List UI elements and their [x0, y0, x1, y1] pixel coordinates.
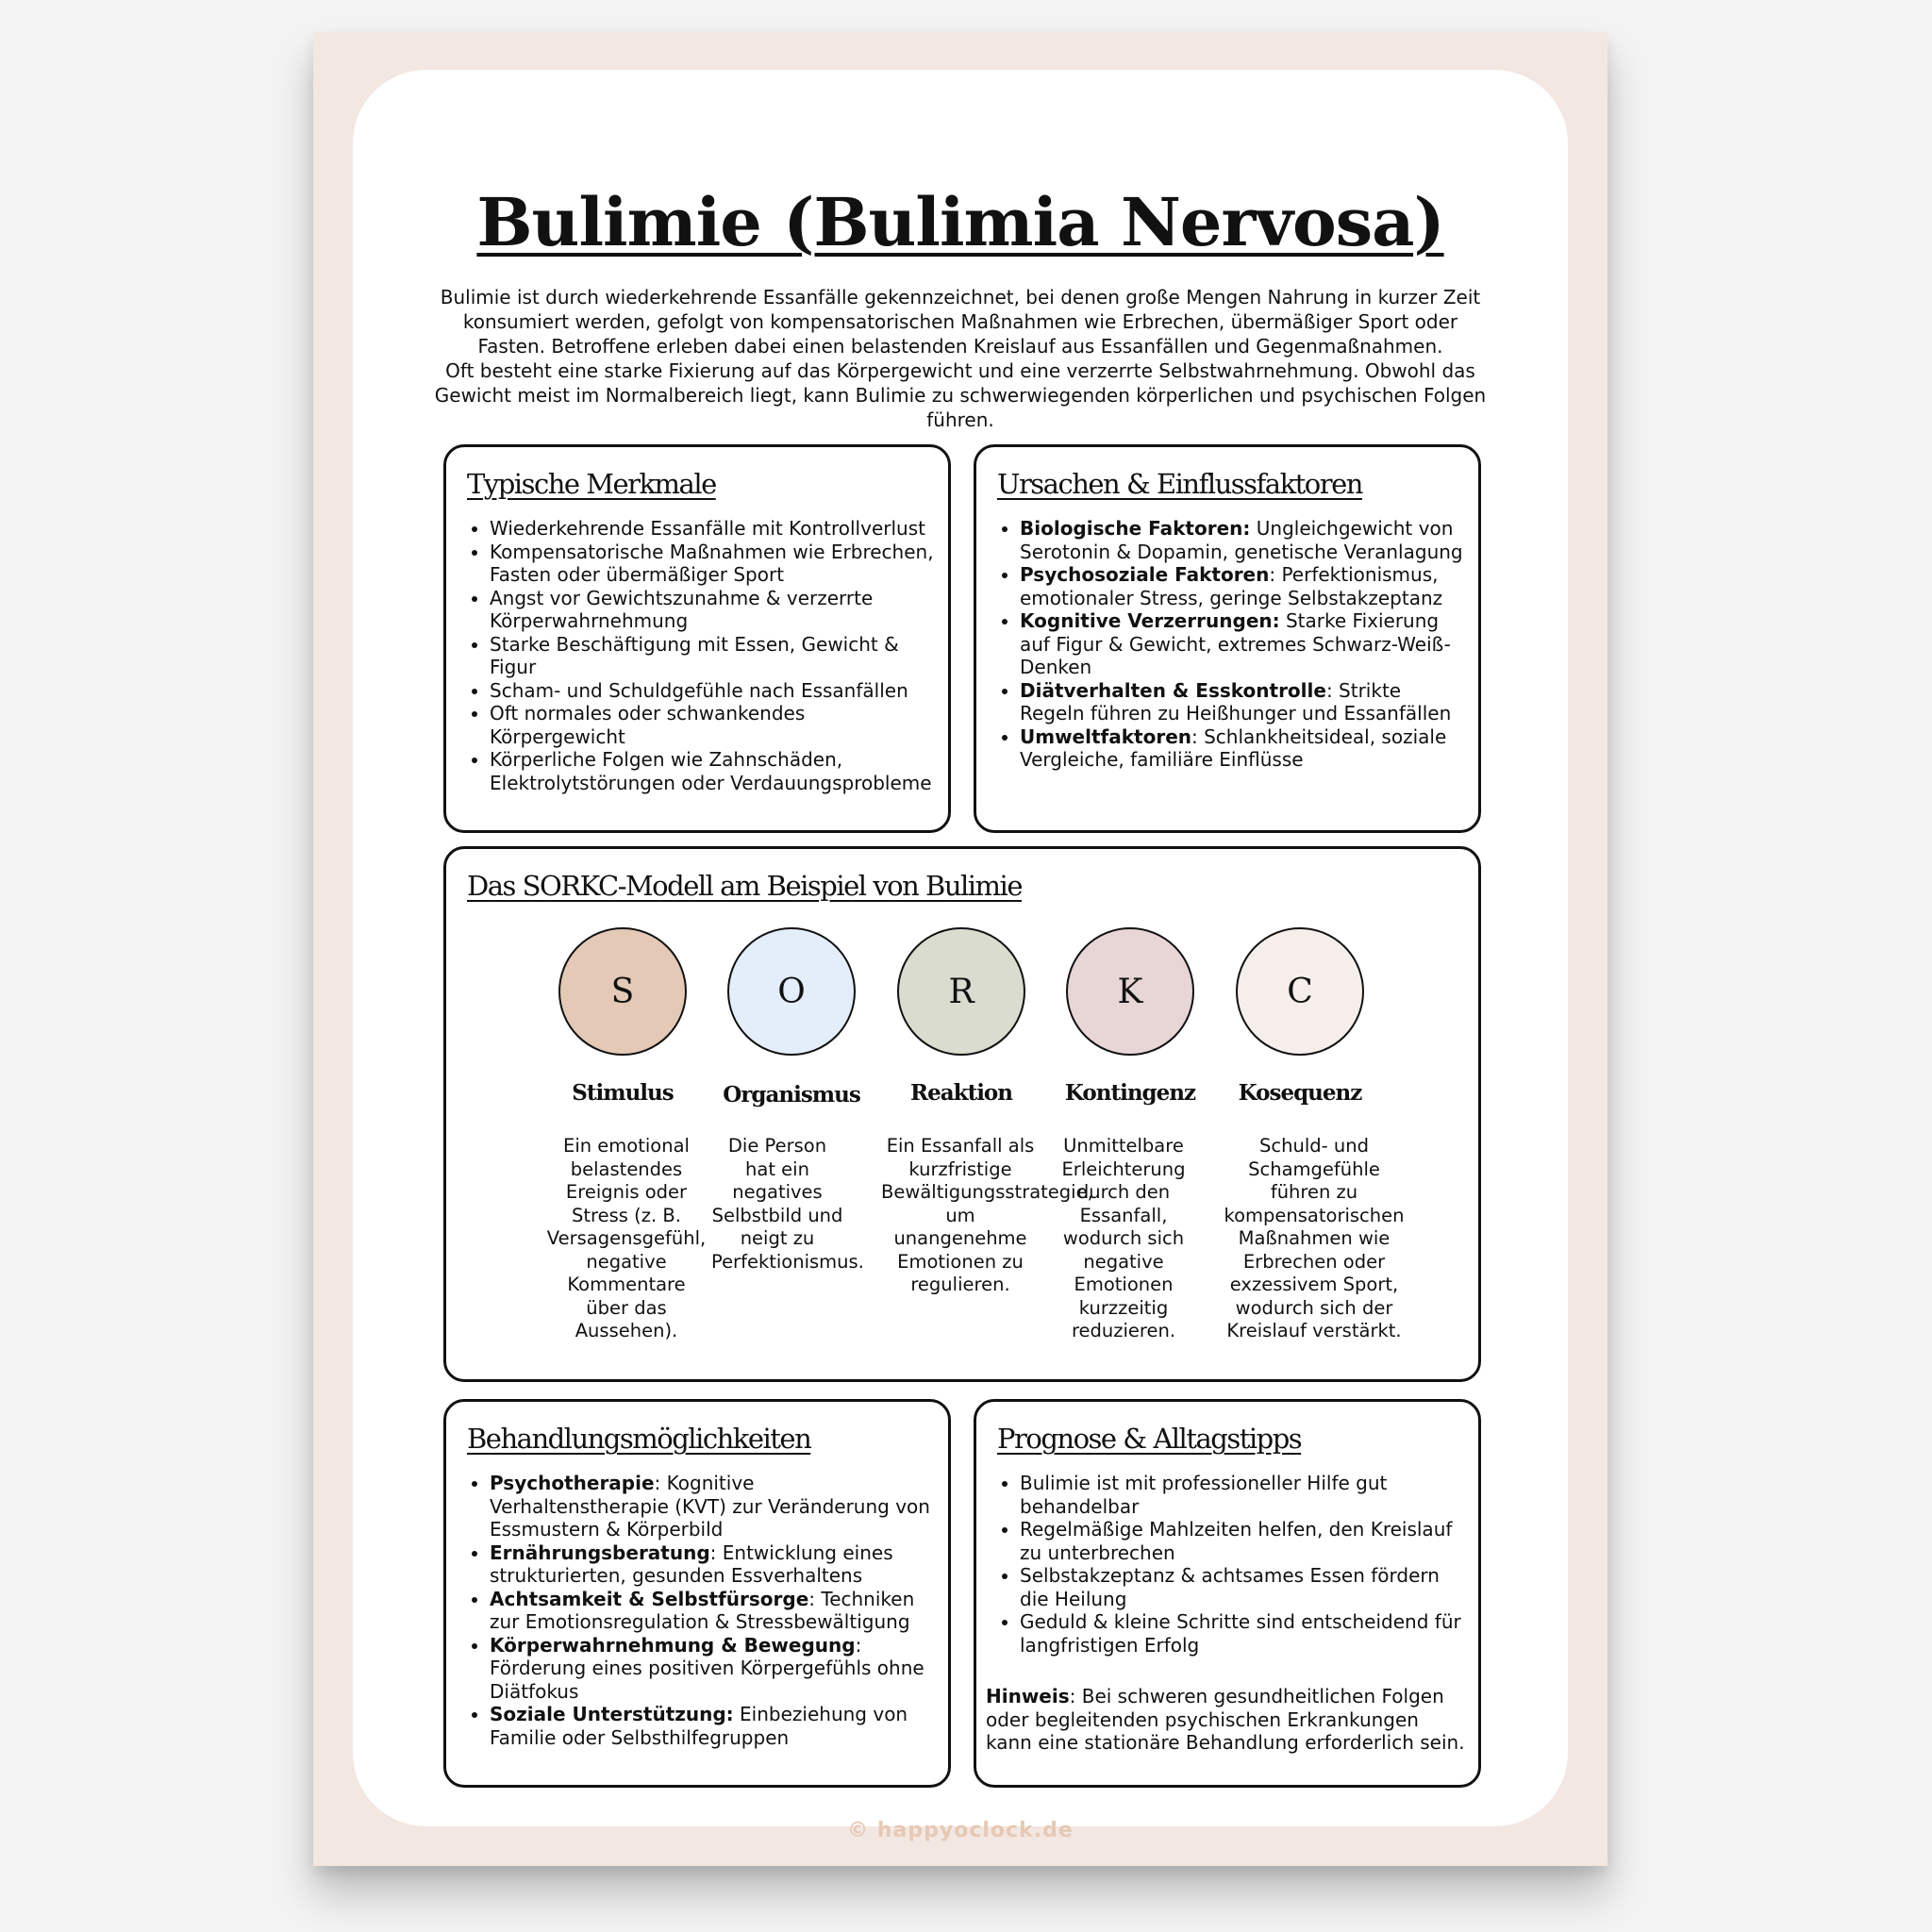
list-item: • Scham- und Schuldgefühle nach Essanfällen — [490, 679, 937, 703]
merkmale-box — [443, 444, 951, 833]
page-title: Bulimie (Bulimia Nervosa) — [476, 183, 1444, 261]
list-item: • Wiederkehrende Essanfälle mit Kontrollverlust — [490, 517, 937, 541]
list-item: • Regelmäßige Mahlzeiten helfen, den Kreislauf zu unterbrechen — [1020, 1518, 1467, 1564]
list-item: • Körperwahrnehmung & Bewegung: Förderung eines positiven Körpergefühls ohne Diätfokus — [490, 1634, 937, 1704]
merkmale-list — [467, 517, 937, 794]
ursachen-heading: Ursachen & Einflussfaktoren — [997, 468, 1362, 500]
list-item: • Diätverhalten & Esskontrolle: Strikte Regeln führen zu Heißhunger und Essanfällen — [1020, 679, 1467, 725]
prognose-list — [997, 1472, 1467, 1657]
list-item: • Selbstakzeptanz & achtsames Essen fördern die Heilung — [1020, 1564, 1467, 1610]
intro-text — [428, 285, 1492, 432]
footer-copyright: © happyoclock.de — [847, 1819, 1074, 1842]
list-item: • Ernährungsberatung: Entwicklung eines strukturierten, gesunden Essverhaltens — [490, 1541, 937, 1588]
list-item: • Biologische Faktoren: Ungleichgewicht von Serotonin & Dopamin, genetische Veranlagung — [1020, 517, 1467, 563]
hinweis-note: Hinweis: Bei schweren gesundheitlichen Folgen oder begleitenden psychischen Erkrankungen kann eine stationäre Behandlung erforderlich sein. — [986, 1685, 1465, 1754]
behandlung-box — [443, 1399, 951, 1788]
list-item: • Achtsamkeit & Selbstfürsorge: Techniken zur Emotionsregulation & Stressbewältigung — [490, 1588, 937, 1634]
prognose-box — [974, 1399, 1481, 1788]
ursachen-list — [997, 517, 1467, 772]
list-item: • Psychotherapie: Kognitive Verhaltenstherapie (KVT) zur Veränderung von Essmustern & Körperbild — [490, 1472, 937, 1541]
sorkc-name-c: Kosequenz — [1238, 1080, 1362, 1106]
list-item: • Kompensatorische Maßnahmen wie Erbrechen, Fasten oder übermäßiger Sport — [490, 541, 937, 587]
behandlung-heading: Behandlungsmöglichkeiten — [467, 1423, 811, 1455]
sorkc-desc-s: Ein emotional belastendes Ereignis oder Stress (z. B. Versagensgefühl, negative Kommentare über das Aussehen). — [546, 1135, 707, 1341]
sorkc-desc-k: Unmittelbare Erleichterung durch den Essanfall, wodurch sich negative Emotionen kurzzeitig reduzieren. — [1061, 1135, 1186, 1341]
list-item: • Psychosoziale Faktoren: Perfektionismus, emotionaler Stress, geringe Selbstakzeptanz — [1020, 563, 1467, 609]
sorkc-box — [443, 846, 1481, 1382]
sorkc-desc-o: Die Person hat ein negatives Selbstbild und neigt zu Perfektionismus. — [711, 1135, 864, 1273]
intro-paragraph-2: Oft besteht eine starke Fixierung auf das Körpergewicht und eine verzerrte Selbstwahrnehmung. Obwohl das Gewicht meist im Normalbereich liegt, kann Bulimie zu schwerwiegenden körperlichen und psychischen Folgen führen. — [434, 359, 1487, 431]
list-item: • Körperliche Folgen wie Zahnschäden, Elektrolytstörungen oder Verdauungsprobleme — [490, 748, 937, 794]
list-item: • Starke Beschäftigung mit Essen, Gewicht & Figur — [490, 633, 937, 679]
ursachen-box — [974, 444, 1481, 833]
list-item: • Geduld & kleine Schritte sind entscheidend für langfristigen Erfolg — [1020, 1610, 1467, 1657]
list-item: • Angst vor Gewichtszunahme & verzerrte Körperwahrnehmung — [490, 587, 937, 633]
prognose-heading: Prognose & Alltagstipps — [997, 1423, 1302, 1455]
sorkc-circle-k: K — [1066, 927, 1194, 1056]
sorkc-circle-o: O — [727, 927, 856, 1056]
sorkc-name-r: Reaktion — [909, 1080, 1012, 1106]
list-item: • Soziale Unterstützung: Einbeziehung von Familie oder Selbsthilfegruppen — [490, 1703, 937, 1749]
merkmale-heading: Typische Merkmale — [467, 468, 716, 500]
sorkc-heading: Das SORKC-Modell am Beispiel von Bulimie — [467, 870, 1022, 902]
behandlung-list — [467, 1472, 937, 1749]
list-item: • Oft normales oder schwankendes Körpergewicht — [490, 702, 937, 748]
sorkc-circle-c: C — [1236, 927, 1364, 1056]
sorkc-name-o: Organismus — [723, 1082, 860, 1108]
sorkc-name-k: Kontingenz — [1064, 1080, 1196, 1106]
list-item: • Umweltfaktoren: Schlankheitsideal, soziale Vergleiche, familiäre Einflüsse — [1020, 725, 1467, 772]
sorkc-circle-r: R — [897, 927, 1025, 1056]
sorkc-name-s: Stimulus — [572, 1080, 674, 1106]
intro-paragraph-1: Bulimie ist durch wiederkehrende Essanfälle gekennzeichnet, bei denen große Mengen Nahrung in kurzer Zeit konsumiert werden, gefolgt von kompensatorischen Maßnahmen wie Erbrechen, übermäßiger Sport oder Fasten. Betroffene erleben dabei einen belastenden Kreislauf aus Essanfällen und Gegenmaßnahmen. — [440, 286, 1481, 358]
list-item: • Bulimie ist mit professioneller Hilfe gut behandelbar — [1020, 1472, 1467, 1518]
worksheet — [353, 70, 1568, 1826]
sorkc-desc-c: Schuld- und Schamgefühle führen zu kompensatorischen Maßnahmen wie Erbrechen oder exzessivem Sport, wodurch sich der Kreislauf verstärkt. — [1224, 1135, 1405, 1341]
list-item: • Kognitive Verzerrungen: Starke Fixierung auf Figur & Gewicht, extremes Schwarz-Weiß-Denken — [1020, 609, 1467, 679]
sorkc-desc-r: Ein Essanfall als kurzfristige Bewältigungsstrategie, um unangenehme Emotionen zu regulieren. — [881, 1135, 1093, 1295]
poster — [313, 32, 1607, 1866]
sorkc-circle-s: S — [558, 927, 687, 1056]
